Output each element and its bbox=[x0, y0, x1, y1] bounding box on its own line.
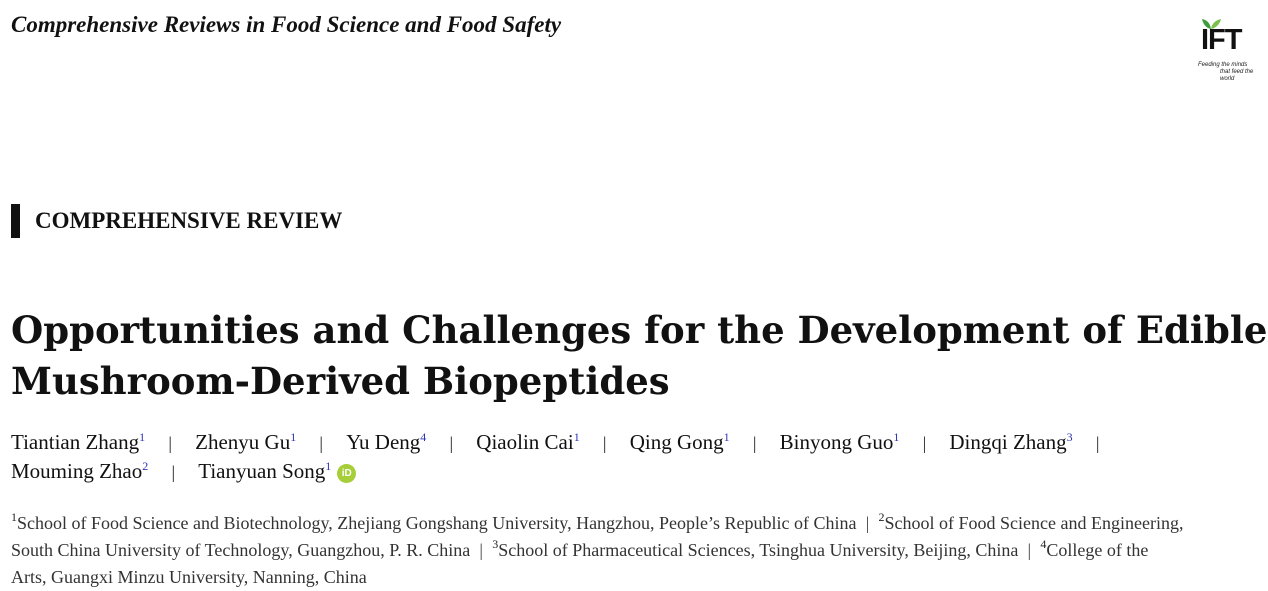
affiliation-row bbox=[11, 537, 1261, 564]
article-title: Opportunities and Challenges for the Development of Edible Mushroom-Derived Biopeptides bbox=[11, 308, 1268, 403]
article-type bbox=[11, 204, 342, 238]
author[interactable]: Binyong Guo$^1$ bbox=[779, 430, 900, 454]
affiliation-list bbox=[11, 510, 1261, 591]
separator: | bbox=[752, 433, 757, 453]
author[interactable]: Tiantian Zhang$^1$ bbox=[11, 430, 146, 454]
author[interactable]: Dingqi Zhang$^3$ bbox=[949, 430, 1073, 454]
separator: | bbox=[479, 540, 484, 560]
affiliation: $^1$School of Food Science and Biotechnology, Zhejiang Gongshang University, Hangzhou, People’s Republic of China bbox=[11, 510, 857, 533]
author[interactable]: Qiaolin Cai$^1$ bbox=[476, 430, 580, 454]
separator: | bbox=[171, 462, 176, 482]
author-list bbox=[11, 428, 1261, 486]
author[interactable]: Qing Gong$^1$ bbox=[629, 430, 730, 454]
affiliation: $^4$College of the bbox=[1040, 537, 1149, 560]
separator: | bbox=[602, 433, 607, 453]
logo-wordmark: IFT bbox=[1201, 24, 1242, 56]
affiliation-row bbox=[11, 564, 1261, 591]
author[interactable]: Zhenyu Gu$^1$ bbox=[195, 430, 297, 454]
section-marker bbox=[11, 204, 20, 238]
affiliation-row bbox=[11, 510, 1261, 537]
author[interactable]: Yu Deng$^4$ bbox=[346, 430, 427, 454]
affiliation: South China University of Technology, Guangzhou, P. R. China bbox=[11, 540, 471, 560]
orcid-icon[interactable]: iD bbox=[337, 464, 356, 483]
affiliation: $^3$School of Pharmaceutical Sciences, Tsinghua University, Beijing, China bbox=[492, 537, 1019, 560]
affiliation: Arts, Guangxi Minzu University, Nanning, China bbox=[11, 567, 367, 587]
journal-title: Comprehensive Reviews in Food Science and Food Safety bbox=[11, 12, 562, 37]
logo-tagline: Feeding the minds that feed the world bbox=[1198, 62, 1254, 82]
affiliation: $^2$School of Food Science and Engineering, bbox=[878, 510, 1184, 533]
author-row bbox=[11, 428, 1261, 457]
ift-logo bbox=[1192, 18, 1264, 80]
article-type-label: COMPREHENSIVE REVIEW bbox=[35, 208, 343, 233]
separator: | bbox=[319, 433, 324, 453]
separator: | bbox=[1095, 433, 1100, 453]
separator: | bbox=[865, 513, 870, 533]
separator: | bbox=[449, 433, 454, 453]
author[interactable]: Mouming Zhao$^2$ bbox=[11, 459, 149, 483]
separator: | bbox=[1027, 540, 1032, 560]
separator: | bbox=[168, 433, 172, 453]
author-row bbox=[11, 457, 1261, 486]
separator: | bbox=[922, 433, 927, 453]
author[interactable]: Tianyuan Song$^1$ bbox=[198, 459, 332, 483]
